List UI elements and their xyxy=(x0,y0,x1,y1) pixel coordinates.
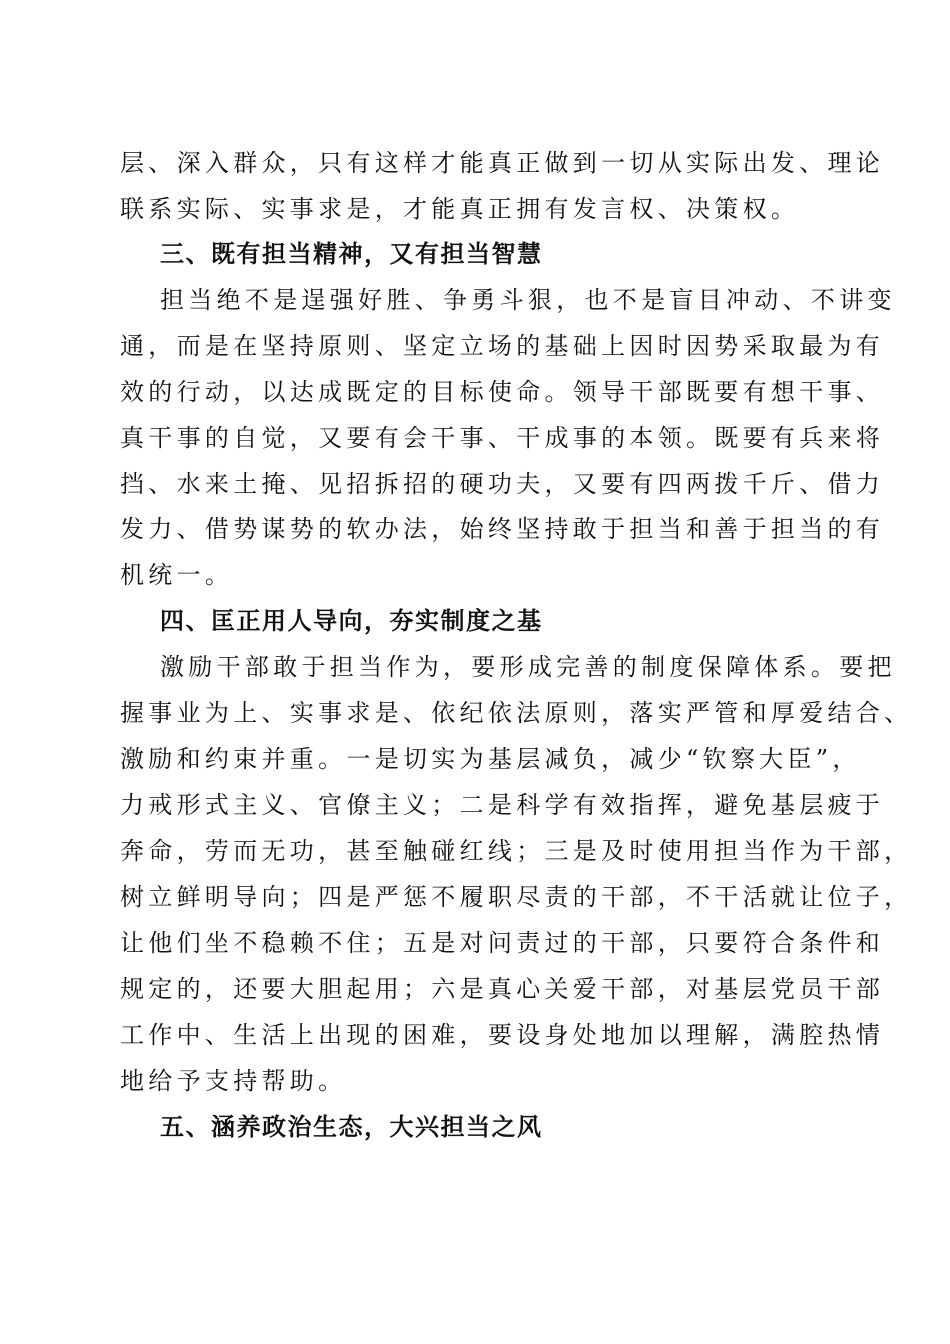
paragraph-line: 力戒形式主义、官僚主义；二是科学有效指挥，避免基层疲于 xyxy=(120,791,885,819)
paragraph-line: 担当绝不是逞强好胜、争勇斗狠，也不是盲目冲动、不讲变 xyxy=(160,286,896,314)
section-heading-5: 五、涵养政治生态，大兴担当之风 xyxy=(160,1113,543,1141)
paragraph-line: 激励和约束并重。一是切实为基层减负，减少“钦察大臣”， xyxy=(120,745,861,773)
paragraph-line: 机统一。 xyxy=(120,561,234,589)
paragraph-line: 让他们坐不稳赖不住；五是对问责过的干部，只要符合条件和 xyxy=(120,929,885,957)
section-heading-4: 四、匡正用人导向，夯实制度之基 xyxy=(160,607,543,635)
paragraph-line: 层、深入群众，只有这样才能真正做到一切从实际出发、理论 xyxy=(120,149,885,177)
paragraph-line: 激励干部敢于担当作为，要形成完善的制度保障体系。要把 xyxy=(160,653,896,681)
paragraph-line: 树立鲜明导向；四是严惩不履职尽责的干部，不干活就让位子， xyxy=(120,883,913,911)
paragraph-line: 握事业为上、实事求是、依纪依法原则，落实严管和厚爱结合、 xyxy=(120,699,913,727)
section-heading-3: 三、既有担当精神，又有担当智慧 xyxy=(160,240,543,268)
paragraph-line: 地给予支持帮助。 xyxy=(120,1067,347,1095)
paragraph-line: 真干事的自觉，又要有会干事、干成事的本领。既要有兵来将 xyxy=(120,424,885,452)
paragraph-line: 效的行动，以达成既定的目标使命。领导干部既要有想干事、 xyxy=(120,378,885,406)
paragraph-line: 通，而是在坚持原则、坚定立场的基础上因时因势采取最为有 xyxy=(120,332,885,360)
paragraph-line: 挡、水来土掩、见招拆招的硬功夫，又要有四两拨千斤、借力 xyxy=(120,470,885,498)
paragraph-line: 奔命，劳而无功，甚至触碰红线；三是及时使用担当作为干部， xyxy=(120,837,913,865)
paragraph-line: 工作中、生活上出现的困难，要设身处地加以理解，满腔热情 xyxy=(120,1021,885,1049)
paragraph-line: 联系实际、实事求是，才能真正拥有发言权、决策权。 xyxy=(120,195,800,223)
paragraph-line: 规定的，还要大胆起用；六是真心关爱干部，对基层党员干部 xyxy=(120,975,885,1003)
paragraph-line: 发力、借势谋势的软办法，始终坚持敢于担当和善于担当的有 xyxy=(120,515,885,543)
